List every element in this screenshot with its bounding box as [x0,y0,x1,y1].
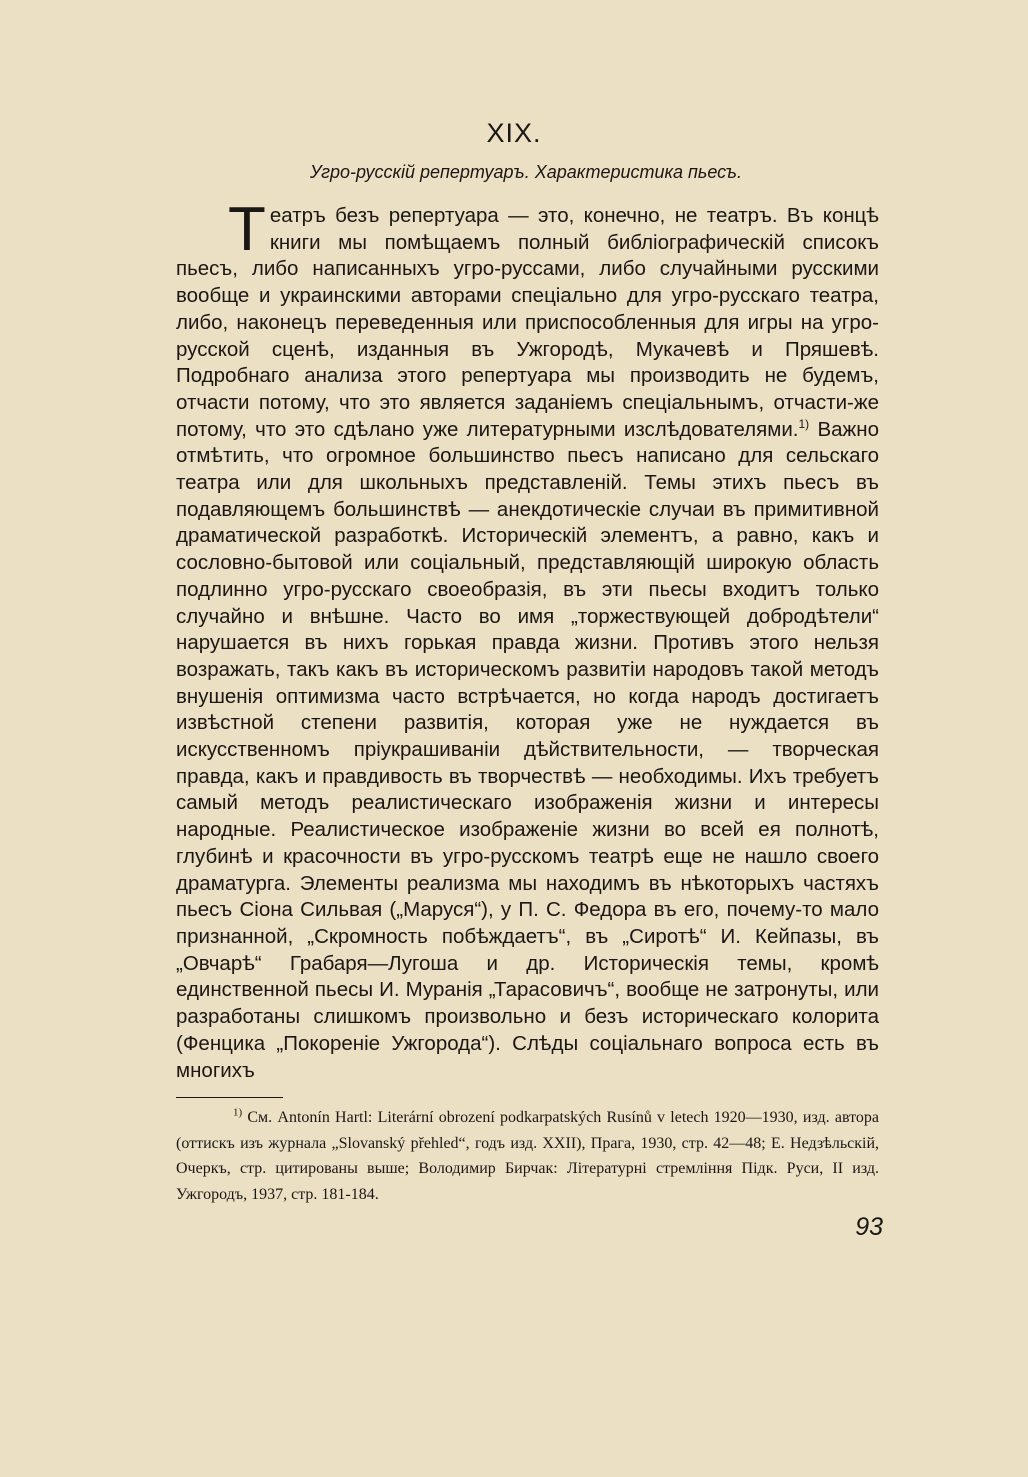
drop-cap: Т [228,195,266,264]
page-number: 93 [855,1213,883,1241]
chapter-subtitle: Угро-русскій репертуаръ. Характеристика пьесъ. [310,162,742,182]
paragraph-text-part1: еатръ безъ репертуара — это, конечно, не театръ. Въ концѣ книги мы помѣщаемъ полный библіографическій списокъ пьесъ, либо написанныхъ угро-руссами, либо случайными русскими вообще и украинскими авторами спеціально для угро-русскаго театра, либо, наконецъ переведенныя или приспособленныя для игры на угро-русской сценѣ, изданныя въ Ужгородѣ, Мукачевѣ и Пряшевѣ. Подробнаго анализа этого репертуара мы производить не будемъ, отчасти потому, что это является заданіемъ спеціальнымъ, отчасти-же потому, что это сдѣлано уже литературными изслѣдователями. [176,204,879,441]
footnote-reference[interactable]: 1) [798,416,810,431]
footnote-divider [176,1097,283,1098]
footnote-text: См. Antonín Hartl: Literární obrození podkarpatských Rusínů v letech 1920—1930, изд. автора (оттискъ изъ журнала „Slovanský přehled“, годъ изд. XXII), Прага, 1930, стр. 42—48; Е. Недзѣльскій, Очеркъ, стр. цитированы выше; Володимир Бирчак: Літературні стремління Підк. Руси, II изд. Ужгородъ, 1937, стр. 181-184. [176,1109,879,1203]
footnote-marker [176,1106,243,1126]
footnote-number: 1) [233,1106,243,1119]
chapter-number: XIX. [486,118,542,148]
body-text [176,195,879,1084]
paragraph-text-part2: Важно отмѣтить, что огромное большинство пьесъ написано для сельскаго театра или для школьныхъ представленій. Темы этихъ пьесъ въ подавляющемъ большинствѣ — анекдотическіе случаи въ примитивной драматической разработкѣ. Историческій элементъ, а равно, какъ и сословно-бытовой или соціальный, представляющій широкую область подлинно угро-русскаго своеобразія, въ эти пьесы входитъ только случайно и внѣшне. Часто во имя „торжествующей добродѣтели“ нарушается въ нихъ горькая правда жизни. Противъ этого нельзя возражать, такъ какъ въ историческомъ развитіи народовъ такой методъ внушенія оптимизма часто встрѣчается, но когда народъ достигаетъ извѣстной степени развитія, которая уже не нуждается въ искусственномъ пріукрашиваніи дѣйствительности, — творческая правда, какъ и правдивость въ творчествѣ — необходимы. Ихъ требуетъ самый методъ реалистическаго изображенія жизни и интересы народные. Реалистическое изображеніе жизни во всей ея полнотѣ, глубинѣ и красочности въ угро-русскомъ театрѣ еще не нашло своего драматурга. Элементы реализма мы находимъ въ нѣкоторыхъ частяхъ пьесъ Сіона Сильвая („Маруся“), у П. С. Федора въ его, почему-то мало признанной, „Скромность побѣждаетъ“, въ „Сиротѣ“ И. Кейпазы, въ „Овчарѣ“ Грабаря—Лугоша и др. Историческія темы, кромѣ единственной пьесы И. Муранія „Тарасовичъ“, вообще не затронуты, или разработаны слишкомъ произвольно и безъ историческаго колорита (Фенцика „Покореніе Ужгорода“). Слѣды соціальнаго вопроса есть въ многихъ [176,417,879,1082]
paragraph [176,195,879,1084]
footnote [176,1105,879,1207]
